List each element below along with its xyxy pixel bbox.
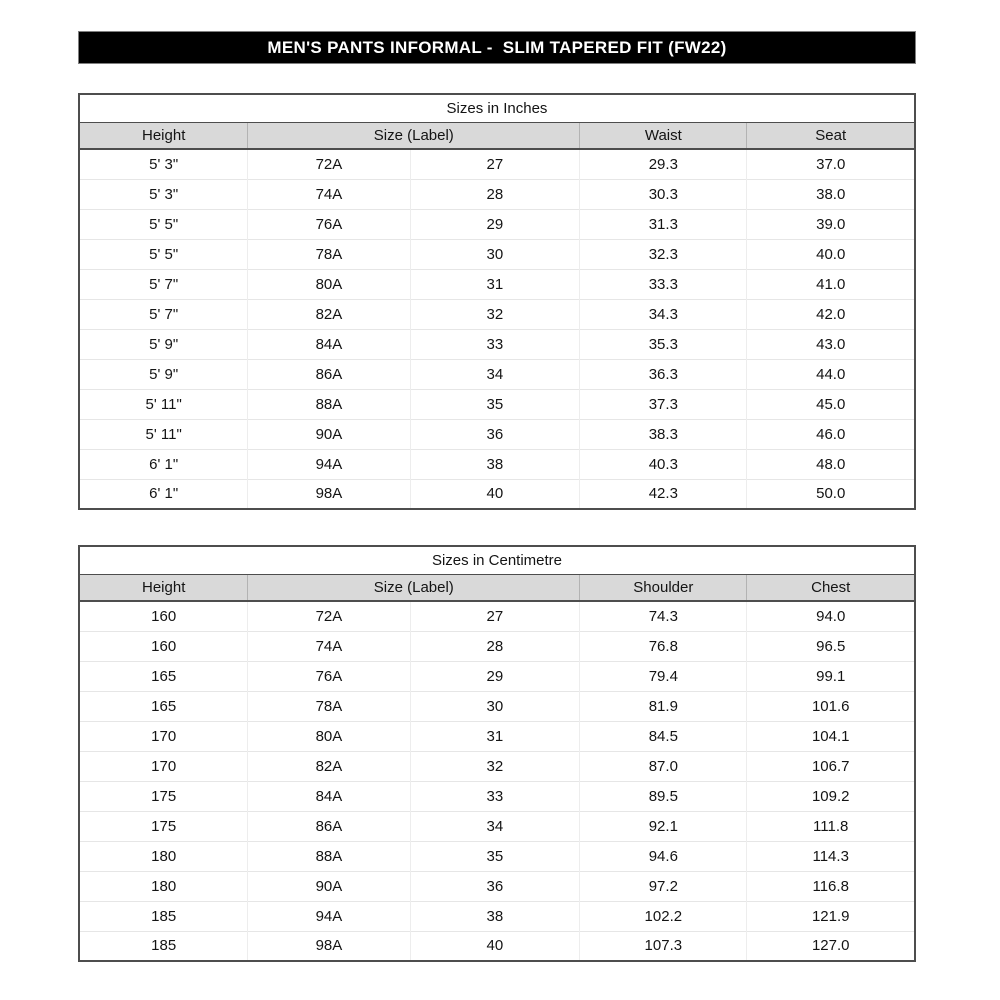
table-cell: 84A: [248, 329, 410, 359]
table-cell: 27: [410, 149, 580, 179]
table-cell: 5' 11": [79, 389, 248, 419]
table-cell: 34.3: [580, 299, 747, 329]
table-row: [79, 871, 915, 901]
table-row: [79, 329, 915, 359]
table-row: [79, 299, 915, 329]
table-cell: 5' 5": [79, 209, 248, 239]
table-cell: 5' 7": [79, 269, 248, 299]
table-row: [79, 269, 915, 299]
table-cell: 96.5: [747, 631, 915, 661]
table-caption-row: [79, 546, 915, 574]
table-cell: 30.3: [580, 179, 747, 209]
table-cell: 121.9: [747, 901, 915, 931]
table-cell: 29.3: [580, 149, 747, 179]
table-row: [79, 179, 915, 209]
table-cell: 94.0: [747, 601, 915, 631]
table-cell: 35.3: [580, 329, 747, 359]
table-row: [79, 781, 915, 811]
table-cell: 34: [410, 359, 580, 389]
table-cell: 90A: [248, 871, 410, 901]
table-cell: 5' 9": [79, 359, 248, 389]
table-cell: 28: [410, 631, 580, 661]
table-cell: 35: [410, 841, 580, 871]
table-caption: Sizes in Centimetre: [79, 546, 915, 574]
table-cell: 109.2: [747, 781, 915, 811]
page-title: MEN'S PANTS INFORMAL - SLIM TAPERED FIT (FW22): [267, 37, 727, 57]
table-cell: 37.3: [580, 389, 747, 419]
table-cell: 38: [410, 449, 580, 479]
table-cell: 28: [410, 179, 580, 209]
table-cell: 101.6: [747, 691, 915, 721]
table-row: [79, 449, 915, 479]
table-cell: 84.5: [580, 721, 747, 751]
table-cell: 104.1: [747, 721, 915, 751]
column-header-height: Height: [79, 574, 248, 601]
table-cell: 74.3: [580, 601, 747, 631]
table-cell: 86A: [248, 359, 410, 389]
table-cell: 185: [79, 901, 248, 931]
table-cell: 74A: [248, 179, 410, 209]
table-row: [79, 479, 915, 509]
table-cell: 114.3: [747, 841, 915, 871]
table-cell: 82A: [248, 299, 410, 329]
sizes-in-inches-table: [78, 93, 916, 510]
table-cell: 38.0: [747, 179, 915, 209]
table-cell: 72A: [248, 601, 410, 631]
table-cell: 34: [410, 811, 580, 841]
table-cell: 94A: [248, 901, 410, 931]
table-cell: 88A: [248, 389, 410, 419]
table-cell: 87.0: [580, 751, 747, 781]
table-cell: 102.2: [580, 901, 747, 931]
table-cell: 39.0: [747, 209, 915, 239]
table-cell: 74A: [248, 631, 410, 661]
column-header-chest: Chest: [747, 574, 915, 601]
table-cell: 98A: [248, 931, 410, 961]
table-cell: 76A: [248, 661, 410, 691]
table-cell: 92.1: [580, 811, 747, 841]
table-cell: 46.0: [747, 419, 915, 449]
table-header-row: [79, 122, 915, 149]
sizes-in-centimetre-table: [78, 545, 916, 962]
table-cell: 88A: [248, 841, 410, 871]
table-row: [79, 239, 915, 269]
column-header-size-label: Size (Label): [248, 574, 580, 601]
table-row: [79, 601, 915, 631]
table-cell: 36: [410, 871, 580, 901]
table-row: [79, 359, 915, 389]
table-cell: 48.0: [747, 449, 915, 479]
table-caption-row: [79, 94, 915, 122]
table-row: [79, 901, 915, 931]
table-cell: 185: [79, 931, 248, 961]
table-cell: 111.8: [747, 811, 915, 841]
table-cell: 80A: [248, 269, 410, 299]
table-cell: 116.8: [747, 871, 915, 901]
table-cell: 35: [410, 389, 580, 419]
column-header-height: Height: [79, 122, 248, 149]
table-cell: 180: [79, 841, 248, 871]
table-cell: 94A: [248, 449, 410, 479]
table-cell: 5' 9": [79, 329, 248, 359]
table-cell: 42.3: [580, 479, 747, 509]
table-cell: 97.2: [580, 871, 747, 901]
table-cell: 78A: [248, 239, 410, 269]
table-row: [79, 631, 915, 661]
table-cell: 31: [410, 721, 580, 751]
table-row: [79, 841, 915, 871]
table-cell: 175: [79, 781, 248, 811]
table-cell: 89.5: [580, 781, 747, 811]
table-cell: 30: [410, 239, 580, 269]
table-cell: 170: [79, 721, 248, 751]
table-cell: 41.0: [747, 269, 915, 299]
table-row: [79, 419, 915, 449]
table-cell: 5' 5": [79, 239, 248, 269]
table-cell: 5' 3": [79, 179, 248, 209]
table-cell: 175: [79, 811, 248, 841]
table-cell: 86A: [248, 811, 410, 841]
table-cell: 29: [410, 209, 580, 239]
table-cell: 36.3: [580, 359, 747, 389]
table-cell: 33: [410, 781, 580, 811]
inches-table-body: [79, 149, 915, 509]
centimetre-table-body: [79, 601, 915, 961]
table-cell: 42.0: [747, 299, 915, 329]
column-header-seat: Seat: [747, 122, 915, 149]
table-cell: 33: [410, 329, 580, 359]
table-row: [79, 691, 915, 721]
table-cell: 72A: [248, 149, 410, 179]
table-cell: 5' 11": [79, 419, 248, 449]
table-cell: 90A: [248, 419, 410, 449]
table-cell: 81.9: [580, 691, 747, 721]
table-cell: 27: [410, 601, 580, 631]
table-row: [79, 751, 915, 781]
table-cell: 170: [79, 751, 248, 781]
table-cell: 38.3: [580, 419, 747, 449]
table-cell: 98A: [248, 479, 410, 509]
table-cell: 84A: [248, 781, 410, 811]
table-cell: 82A: [248, 751, 410, 781]
table-cell: 43.0: [747, 329, 915, 359]
table-cell: 127.0: [747, 931, 915, 961]
column-header-waist: Waist: [580, 122, 747, 149]
table-cell: 160: [79, 631, 248, 661]
table-cell: 32: [410, 299, 580, 329]
table-cell: 165: [79, 661, 248, 691]
table-cell: 32: [410, 751, 580, 781]
table-cell: 31.3: [580, 209, 747, 239]
table-cell: 79.4: [580, 661, 747, 691]
table-cell: 36: [410, 419, 580, 449]
table-cell: 107.3: [580, 931, 747, 961]
table-row: [79, 661, 915, 691]
table-cell: 5' 7": [79, 299, 248, 329]
table-cell: 76A: [248, 209, 410, 239]
table-row: [79, 389, 915, 419]
table-cell: 5' 3": [79, 149, 248, 179]
table-cell: 44.0: [747, 359, 915, 389]
table-row: [79, 811, 915, 841]
table-cell: 80A: [248, 721, 410, 751]
sizes-in-centimetre-section: [78, 545, 916, 962]
table-row: [79, 931, 915, 961]
table-cell: 50.0: [747, 479, 915, 509]
table-cell: 40.0: [747, 239, 915, 269]
table-caption: Sizes in Inches: [79, 94, 915, 122]
table-cell: 78A: [248, 691, 410, 721]
table-cell: 37.0: [747, 149, 915, 179]
table-cell: 30: [410, 691, 580, 721]
table-cell: 40: [410, 931, 580, 961]
table-cell: 76.8: [580, 631, 747, 661]
table-cell: 180: [79, 871, 248, 901]
column-header-size-label: Size (Label): [248, 122, 580, 149]
sizes-in-inches-section: [78, 93, 916, 510]
table-cell: 32.3: [580, 239, 747, 269]
table-row: [79, 721, 915, 751]
table-cell: 106.7: [747, 751, 915, 781]
table-cell: 6' 1": [79, 479, 248, 509]
table-row: [79, 209, 915, 239]
table-cell: 6' 1": [79, 449, 248, 479]
table-cell: 160: [79, 601, 248, 631]
column-header-shoulder: Shoulder: [580, 574, 747, 601]
table-cell: 38: [410, 901, 580, 931]
table-cell: 31: [410, 269, 580, 299]
table-cell: 94.6: [580, 841, 747, 871]
table-row: [79, 149, 915, 179]
table-header-row: [79, 574, 915, 601]
page-title-banner: [78, 31, 916, 64]
table-cell: 40: [410, 479, 580, 509]
table-cell: 45.0: [747, 389, 915, 419]
table-cell: 165: [79, 691, 248, 721]
table-cell: 29: [410, 661, 580, 691]
table-cell: 33.3: [580, 269, 747, 299]
table-cell: 99.1: [747, 661, 915, 691]
table-cell: 40.3: [580, 449, 747, 479]
